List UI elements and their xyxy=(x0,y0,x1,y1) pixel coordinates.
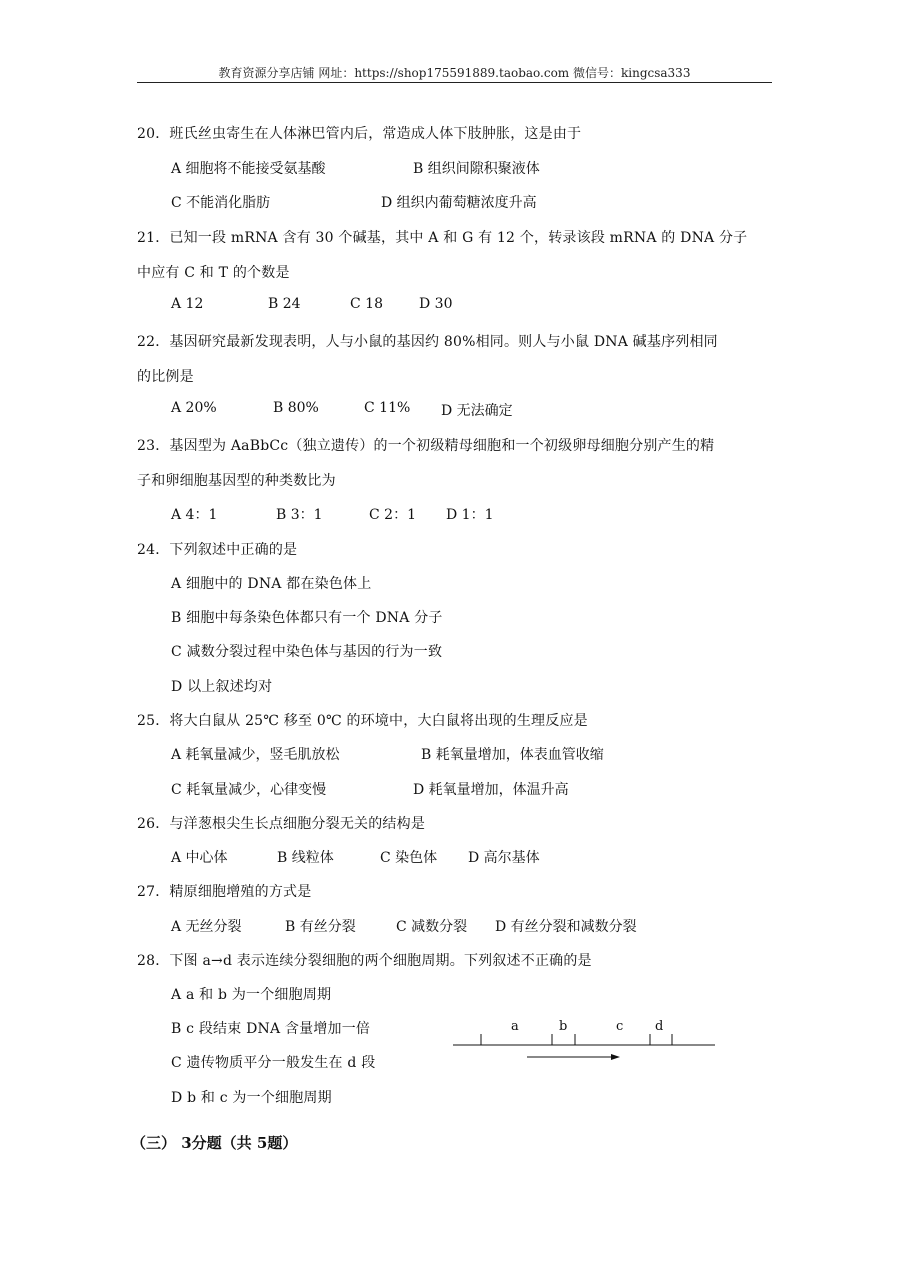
section-heading: （三） 3分题（共 5题） xyxy=(131,1134,298,1152)
question-25-stem: 25．将大白鼠从 25℃ 移至 0℃ 的环境中，大白鼠将出现的生理反应是 xyxy=(137,713,588,729)
segment-label-b: b xyxy=(559,1019,568,1034)
question-27-option-b: B 有丝分裂 xyxy=(285,919,356,935)
question-24-option-b: B 细胞中每条染色体都只有一个 DNA 分子 xyxy=(171,610,443,626)
question-21-stem-line2: 中应有 C 和 T 的个数是 xyxy=(137,265,290,281)
question-25-option-d: D 耗氧量增加，体温升高 xyxy=(413,782,569,798)
question-20-option-b: B 组织间隙积聚液体 xyxy=(413,161,540,177)
question-28-option-b: B c 段结束 DNA 含量增加一倍 xyxy=(171,1021,371,1037)
question-23-option-c: C 2：1 xyxy=(369,507,416,523)
question-20-option-c: C 不能消化脂肪 xyxy=(171,195,271,211)
question-23-option-b: B 3：1 xyxy=(276,507,323,523)
question-26-stem: 26．与洋葱根尖生长点细胞分裂无关的结构是 xyxy=(137,816,426,832)
question-23-option-d: D 1：1 xyxy=(446,507,494,523)
question-21-option-d: D 30 xyxy=(419,296,453,312)
question-27-option-d: D 有丝分裂和减数分裂 xyxy=(495,919,637,935)
question-21-option-b: B 24 xyxy=(268,296,301,312)
question-23-stem-line2: 子和卵细胞基因型的种类数比为 xyxy=(137,473,336,489)
question-22-option-d: D 无法确定 xyxy=(441,403,513,419)
page-header: 教育资源分享店铺 网址：https://shop175591889.taobao.com 微信号：kingcsa333 xyxy=(218,66,691,80)
segment-label-c: c xyxy=(616,1019,624,1034)
question-20-stem: 20．班氏丝虫寄生在人体淋巴管内后，常造成人体下肢肿胀，这是由于 xyxy=(137,126,582,142)
segment-label-d: d xyxy=(655,1019,664,1034)
segment-label-a: a xyxy=(511,1019,519,1034)
question-26-option-d: D 高尔基体 xyxy=(468,850,540,866)
question-23-option-a: A 4：1 xyxy=(171,507,218,523)
question-20-option-d: D 组织内葡萄糖浓度升高 xyxy=(381,195,537,211)
question-21-option-c: C 18 xyxy=(350,296,383,312)
cell-cycle-diagram xyxy=(450,1012,720,1072)
question-27-stem: 27．精原细胞增殖的方式是 xyxy=(137,884,312,900)
question-21-stem-line1: 21．已知一段 mRNA 含有 30 个碱基，其中 A 和 G 有 12 个，转录该段 mRNA 的 DNA 分子 xyxy=(137,230,748,246)
question-22-stem-line2: 的比例是 xyxy=(137,369,194,385)
question-22-option-c: C 11% xyxy=(364,400,411,416)
question-26-option-a: A 中心体 xyxy=(171,850,228,866)
question-25-option-a: A 耗氧量减少，竖毛肌放松 xyxy=(171,747,340,763)
question-22-option-b: B 80% xyxy=(273,400,319,416)
question-28-option-a: A a 和 b 为一个细胞周期 xyxy=(171,987,332,1003)
question-28-option-c: C 遗传物质平分一般发生在 d 段 xyxy=(171,1055,376,1071)
question-20-option-a: A 细胞将不能接受氨基酸 xyxy=(171,161,326,177)
direction-arrow-head xyxy=(611,1054,620,1060)
question-21-option-a: A 12 xyxy=(171,296,204,312)
question-28-stem: 28．下图 a→d 表示连续分裂细胞的两个细胞周期。下列叙述不正确的是 xyxy=(137,953,592,969)
question-26-option-b: B 线粒体 xyxy=(277,850,334,866)
question-24-option-a: A 细胞中的 DNA 都在染色体上 xyxy=(171,576,372,592)
header-rule xyxy=(137,82,772,83)
question-28-option-d: D b 和 c 为一个细胞周期 xyxy=(171,1090,332,1106)
question-22-stem-line1: 22．基因研究最新发现表明，人与小鼠的基因约 80%相同。则人与小鼠 DNA 碱基序列相同 xyxy=(137,334,718,350)
question-26-option-c: C 染色体 xyxy=(380,850,438,866)
question-23-stem-line1: 23．基因型为 AaBbCc（独立遗传）的一个初级精母细胞和一个初级卵母细胞分别产生的精 xyxy=(137,438,715,454)
question-27-option-a: A 无丝分裂 xyxy=(171,919,242,935)
question-25-option-b: B 耗氧量增加，体表血管收缩 xyxy=(421,747,604,763)
question-27-option-c: C 减数分裂 xyxy=(396,919,468,935)
question-24-option-c: C 减数分裂过程中染色体与基因的行为一致 xyxy=(171,644,443,660)
question-24-option-d: D 以上叙述均对 xyxy=(171,679,273,695)
question-24-stem: 24．下列叙述中正确的是 xyxy=(137,542,298,558)
question-25-option-c: C 耗氧量减少，心律变慢 xyxy=(171,782,327,798)
question-22-option-a: A 20% xyxy=(171,400,217,416)
